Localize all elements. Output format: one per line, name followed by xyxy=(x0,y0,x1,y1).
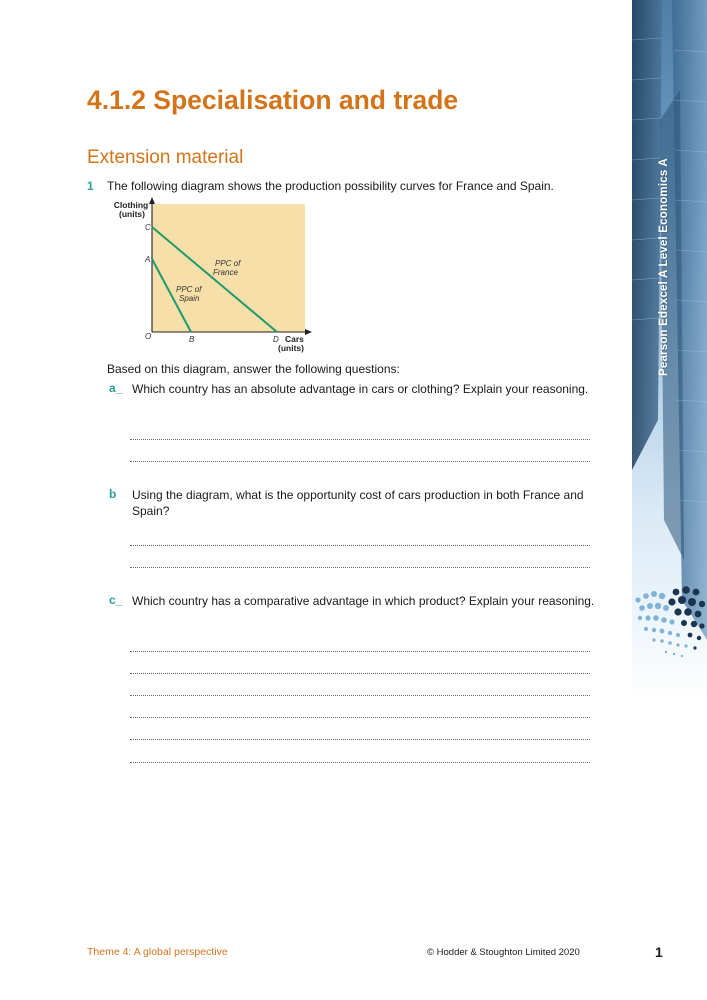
subquestion-c-label: c_ xyxy=(109,593,123,607)
answer-line-a-2[interactable] xyxy=(130,461,590,462)
page-number: 1 xyxy=(655,944,663,960)
subquestion-c-text: Which country has a comparative advantage in which product? Explain your reasoning. xyxy=(132,594,595,608)
dot-pattern-decoration xyxy=(632,578,707,668)
answer-line-c-2[interactable] xyxy=(130,673,590,674)
section-heading: Extension material xyxy=(87,147,244,168)
footer-copyright: © Hodder & Stoughton Limited 2020 xyxy=(427,947,580,958)
footer-theme: Theme 4: A global perspective xyxy=(87,946,228,958)
answer-line-c-5[interactable] xyxy=(130,739,590,740)
x-axis-arrow-icon xyxy=(305,329,312,335)
point-d-label: D xyxy=(273,335,279,344)
subquestion-a-label: a_ xyxy=(109,381,123,395)
ppc-spain-label-line2: Spain xyxy=(179,294,200,303)
ppc-spain-label-line1: PPC of xyxy=(176,285,202,294)
question-text: The following diagram shows the production possibility curves for France and Spain. xyxy=(107,179,554,193)
answer-line-c-1[interactable] xyxy=(130,651,590,652)
ppc-france-label-line1: PPC of xyxy=(215,259,241,268)
subquestion-b-text: Using the diagram, what is the opportunity cost of cars production in both France and Spain? xyxy=(132,488,584,518)
point-c-label: C xyxy=(145,223,151,232)
question-number: 1 xyxy=(87,179,94,193)
y-axis-label-line1: Clothing xyxy=(113,200,149,210)
x-axis-label-line1: Cars xyxy=(285,334,304,344)
subquestion-b-label: b xyxy=(109,487,117,501)
answer-line-c-3[interactable] xyxy=(130,695,590,696)
y-axis-label-line2: (units) xyxy=(119,209,145,219)
ppc-france-label-line2: France xyxy=(213,268,238,277)
answer-line-b-2[interactable] xyxy=(130,567,590,568)
subquestion-a-text: Which country has an absolute advantage in cars or clothing? Explain your reasoning. xyxy=(132,382,589,396)
answer-line-c-6[interactable] xyxy=(130,762,590,763)
y-axis-arrow-icon xyxy=(149,197,155,204)
answer-line-c-4[interactable] xyxy=(130,717,590,718)
intro-text: Based on this diagram, answer the following questions: xyxy=(107,362,400,376)
page-title: 4.1.2 Specialisation and trade xyxy=(87,85,459,115)
x-axis-label-line2: (units) xyxy=(278,343,304,353)
origin-label: O xyxy=(145,332,152,341)
answer-line-a-1[interactable] xyxy=(130,439,590,440)
answer-line-b-1[interactable] xyxy=(130,545,590,546)
point-a-label: A xyxy=(145,255,151,264)
point-b-label: B xyxy=(189,335,195,344)
ppc-diagram xyxy=(105,196,315,356)
sidebar-book-title: Pearson Edexcel A Level Economics A xyxy=(658,158,670,376)
